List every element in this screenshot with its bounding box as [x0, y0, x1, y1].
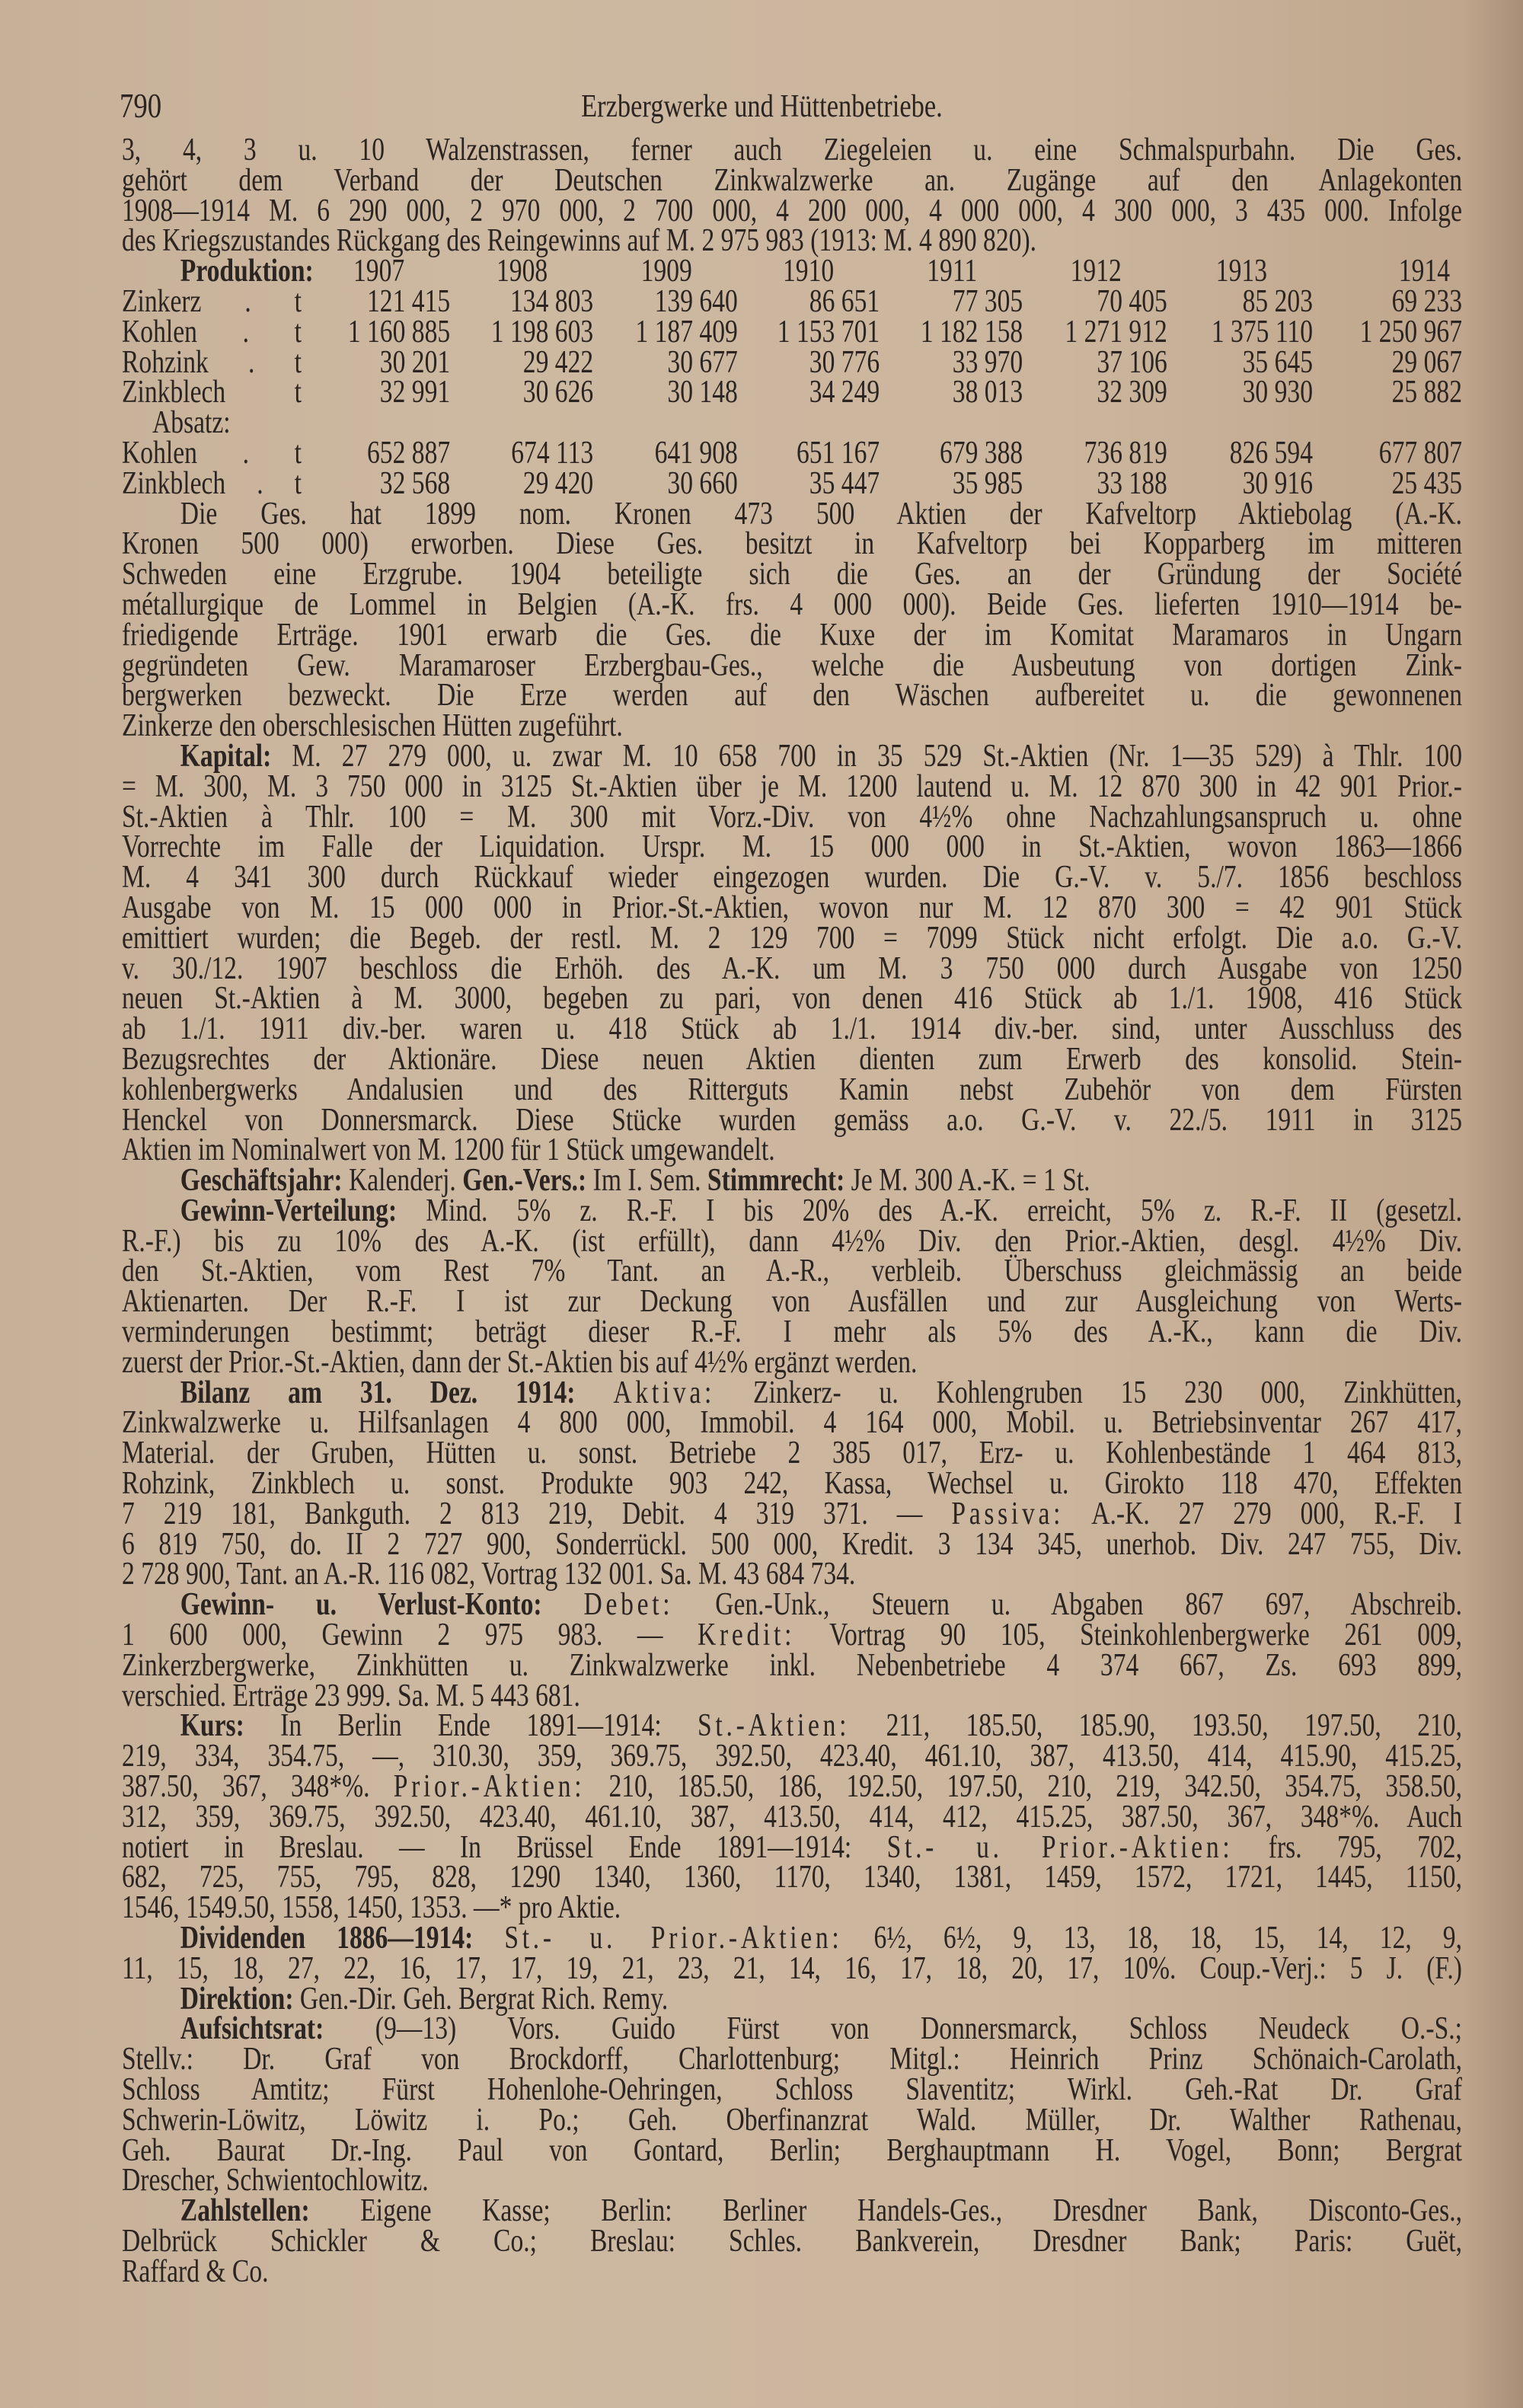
text-line — [122, 678, 1462, 714]
text-line — [122, 1041, 1462, 1077]
text-line — [122, 950, 1462, 986]
text-line — [122, 557, 1462, 592]
line-text: Die Ges. hat 1899 nom. Kronen 473 500 Aktien der Kafveltorp Aktiebolag (A.-K. — [180, 496, 1462, 532]
table-cell: 37 106 — [1097, 344, 1167, 380]
line-text: R.-F.) bis zu 10% des A.-K. (ist erfüllt), dann 4½% Div. den Prior.-Aktien, desgl. 4½% Div. — [122, 1223, 1462, 1259]
spaced-term: Aktiva: — [613, 1375, 716, 1410]
text-line — [122, 2072, 1462, 2107]
text-line — [122, 1223, 1462, 1259]
text-line — [122, 708, 1462, 744]
line-text: frs. 795, 702, — [1233, 1829, 1462, 1865]
text-line — [122, 1647, 1462, 1683]
line-text: M. 27 279 000, u. zwar M. 10 658 700 in 35 529 St.-Aktien (Nr. 1—35 529) à Thlr. 100 — [271, 738, 1462, 774]
row-label: Zinkerz . t — [122, 283, 302, 319]
line-text: 312, 359, 369.75, 392.50, 423.40, 461.10, 387, 413.50, 414, 412, 415.25, 387.50, 367, 348*%. Auch — [122, 1799, 1462, 1835]
table-cell: 35 645 — [1242, 344, 1313, 380]
table-cell: 32 309 — [1097, 375, 1167, 410]
paragraph — [122, 1921, 1463, 1986]
spaced-term: St.-Aktien: — [698, 1708, 851, 1744]
table-cell: 736 819 — [1084, 435, 1167, 471]
line-text: Material. der Gruben, Hütten u. sonst. Betriebe 2 385 017, Erz- u. Kohlenbestände 1 464 813, — [122, 1436, 1462, 1471]
line-text: kohlenbergwerks Andalusien und des Ritterguts Kamin nebst Zubehör von dem Fürsten — [122, 1071, 1462, 1107]
table-cell: 641 908 — [654, 435, 738, 471]
table-cell: 29 422 — [522, 344, 594, 380]
text-line — [122, 1678, 1462, 1713]
section-label: Gewinn- u. Verlust-Konto: — [180, 1587, 542, 1623]
line-text: gegründeten Gew. Maramaroser Erzbergbau-Ges., welche die Ausbeutung von dortigen Zink- — [122, 647, 1462, 683]
table-cell: 1 271 912 — [1065, 314, 1167, 350]
row-label: Rohzink . t — [122, 344, 302, 380]
table-cell: 30 677 — [667, 344, 738, 380]
line-text: Gen.-Unk., Steuern u. Abgaben 867 697, Abschreib. — [673, 1587, 1463, 1623]
table-cell: 1 198 603 — [490, 314, 594, 350]
table-cell: 30 660 — [667, 465, 738, 501]
line-text: Delbrück Schickler & Co.; Breslau: Schles. Bankverein, Dresdner Bank; Paris: Guët, — [122, 2223, 1462, 2259]
page-body — [122, 133, 1463, 2289]
table-cell: 139 640 — [654, 283, 738, 319]
paragraph — [122, 1163, 1462, 1199]
line-text: Vorrechte im Falle der Liquidation. Urspr. M. 15 000 000 in St.-Aktien, wovon 1863—1866 — [122, 829, 1462, 865]
table-cell: 25 882 — [1391, 375, 1462, 410]
line-text: emittiert wurden; die Begeb. der restl. M. 2 129 700 = 7099 Stück nicht erfolgt. Die a.o. G.-V. — [122, 920, 1462, 956]
row-label: Kohlen . t — [122, 435, 302, 471]
paragraph — [122, 1981, 1462, 2017]
table-cell: 677 807 — [1378, 435, 1462, 471]
line-text: 219, 334, 354.75, —, 310.30, 359, 369.75, 392.50, 423.40, 461.10, 387, 413.50, 414, 415.90, 415.25, — [122, 1739, 1462, 1774]
paragraph — [122, 1193, 1462, 1380]
text-line — [122, 526, 1462, 562]
year-header: 1907 — [353, 254, 405, 289]
text-line — [122, 1405, 1462, 1441]
table-cell: 652 887 — [367, 435, 451, 471]
spaced-term: Debet: — [583, 1587, 674, 1623]
section-label: Dividenden 1886—1914: — [180, 1921, 474, 1956]
text-line — [122, 1526, 1462, 1562]
line-text: Bezugsrechtes der Aktionäre. Diese neuen Aktien dienten zum Erwerb des konsolid. Stein- — [122, 1041, 1462, 1077]
line-text: den St.-Aktien, vom Rest 7% Tant. an A.-R., verbleib. Überschuss gleichmässig an beide — [122, 1254, 1462, 1289]
text-line — [122, 1618, 1462, 1653]
text-line — [122, 1344, 1462, 1380]
table-cell: 679 388 — [940, 435, 1023, 471]
line-text: 682, 725, 755, 795, 828, 1290 1340, 1360, 1170, 1340, 1381, 1459, 1572, 1721, 1445, 1150, — [122, 1860, 1462, 1895]
text-line — [122, 1950, 1462, 1986]
text-line — [122, 1496, 1462, 1531]
section-label: Aufsichtsrat: — [180, 2011, 324, 2047]
spaced-term: Passiva: — [951, 1496, 1065, 1531]
line-text: = M. 300, M. 3 750 000 in 3125 St.-Aktien über je M. 1200 lautend u. M. 12 870 300 in 42 901 Prior.- — [122, 768, 1462, 804]
table-row — [122, 465, 1462, 501]
line-text: Zinkwalzwerke u. Hilfsanlagen 4 800 000, Immobil. 4 164 000, Mobil. u. Betriebsinventar 267 417, — [122, 1405, 1462, 1441]
year-header: 1910 — [783, 254, 835, 289]
paragraph — [122, 2011, 1462, 2199]
line-text: gehört dem Verband der Deutschen Zinkwalzwerke an. Zugänge auf den Anlagekonten — [122, 162, 1462, 198]
line-text: 211, 185.50, 185.90, 193.50, 197.50, 210, — [850, 1708, 1462, 1744]
text-line — [122, 1071, 1462, 1107]
sales-label: Absatz: — [152, 405, 231, 441]
line-text: Schwerin-Löwitz, Löwitz i. Po.; Geh. Oberfinanzrat Wald. Müller, Dr. Walther Rathenau, — [122, 2102, 1462, 2138]
spaced-term: Kredit: — [698, 1618, 796, 1653]
text-line — [122, 162, 1462, 198]
text-line — [122, 829, 1462, 865]
section-label: Gewinn-Verteilung: — [180, 1193, 398, 1228]
year-header: 1913 — [1215, 254, 1267, 289]
line-text: Geh. Baurat Dr.-Ing. Paul von Gontard, Berlin; Berghauptmann H. Vogel, Bonn; Bergrat — [122, 2132, 1462, 2168]
line-text: des Kriegszustandes Rückgang des Reingewinns auf M. 2 975 983 (1913: M. 4 890 820). — [122, 223, 1037, 259]
line-text: ab 1./1. 1911 div.-ber. waren u. 418 Stück ab 1./1. 1914 div.-ber. sind, unter Ausschluss des — [122, 1011, 1462, 1047]
line-text: 6½, 6½, 9, 13, 18, 18, 15, 14, 12, 9, — [842, 1921, 1463, 1956]
line-text: Schloss Amtitz; Fürst Hohenlohe-Oehringen, Schloss Slaventitz; Wirkl. Geh.-Rat Dr. Graf — [122, 2072, 1462, 2107]
line-text: 11, 15, 18, 27, 22, 16, 17, 17, 19, 21, 23, 21, 14, 16, 17, 18, 20, 17, 10%. Coup.-Verj.: 5 J. (F.) — [122, 1950, 1462, 1986]
table-cell: 1 250 967 — [1359, 314, 1462, 350]
table-cell: 674 113 — [511, 435, 594, 471]
text-line — [122, 1011, 1462, 1047]
table-cell: 85 203 — [1242, 283, 1313, 319]
line-text: Aktienarten. Der R.-F. I ist zur Deckung von Ausfällen und zur Ausgleichung von Werts- — [122, 1284, 1462, 1320]
text-line — [122, 1375, 1462, 1410]
line-text: Kronen 500 000) erworben. Diese Ges. besitzt in Kafveltorp bei Kopparberg im mitteren — [122, 526, 1462, 562]
line-text: notiert in Breslau. — In Brüssel Ende 1891—1914: — [122, 1829, 887, 1865]
text-line — [122, 2253, 1462, 2289]
text-line — [122, 1254, 1462, 1289]
table-cell: 30 201 — [379, 344, 451, 380]
section-label: Kurs: — [180, 1708, 244, 1744]
section-label: Direktion: — [180, 1981, 294, 2017]
text-line — [122, 1829, 1462, 1865]
table-row — [122, 314, 1462, 350]
text-line — [122, 1314, 1462, 1350]
table-cell: 70 405 — [1097, 283, 1167, 319]
table-cell: 35 985 — [952, 465, 1023, 501]
text-line — [122, 1739, 1462, 1774]
line-text: 1 600 000, Gewinn 2 975 983. — — [122, 1618, 698, 1653]
text-line — [122, 1284, 1462, 1320]
table-cell: 1 375 110 — [1211, 314, 1313, 350]
text-line — [122, 1193, 1462, 1228]
table-cell: 32 568 — [379, 465, 451, 501]
text-line — [122, 133, 1462, 168]
text-line — [122, 1102, 1462, 1138]
table-cell: 134 803 — [510, 283, 594, 319]
table-row — [122, 375, 1462, 410]
line-text: neuen St.-Aktien à M. 3000, begeben zu pari, von denen 416 Stück ab 1./1. 1908, 416 Stück — [122, 981, 1462, 1017]
line-text: Zinkerzbergwerke, Zinkhütten u. Zinkwalzwerke inkl. Nebenbetriebe 4 374 667, Zs. 693 899, — [122, 1647, 1462, 1683]
text-line — [122, 1921, 1463, 1956]
paragraph — [122, 1375, 1462, 1592]
text-line — [122, 617, 1462, 653]
table-cell: 30 776 — [809, 344, 880, 380]
table-cell: 25 435 — [1391, 465, 1462, 501]
text-line — [122, 1981, 1462, 2017]
section-label: Zahlstellen: — [180, 2193, 310, 2229]
table-cell: 38 013 — [952, 375, 1023, 410]
year-header: 1909 — [640, 254, 692, 289]
line-text: 2 728 900, Tant. an A.-R. 116 082, Vortrag 132 001. Sa. M. 43 684 734. — [122, 1557, 856, 1592]
section-label: Stimmrecht: — [707, 1163, 845, 1199]
line-text: 1546, 1549.50, 1558, 1450, 1353. —* pro Aktie. — [122, 1890, 621, 1926]
text-line — [122, 2102, 1462, 2138]
section-label: Gen.-Vers.: — [462, 1163, 587, 1199]
section-label: Kapital: — [180, 738, 272, 774]
spaced-term: St.- u. Prior.-Aktien: — [886, 1829, 1234, 1865]
text-line — [122, 738, 1462, 774]
line-text: Je M. 300 A.-K. = 1 St. — [845, 1163, 1090, 1199]
table-cell: 34 249 — [809, 375, 880, 410]
text-line — [122, 1587, 1463, 1623]
line-text: Schweden eine Erzgrube. 1904 beteiligte sich die Ges. an der Gründung der Société — [122, 557, 1462, 592]
line-text: Im I. Sem. — [586, 1163, 707, 1199]
table-cell: 1 160 885 — [347, 314, 451, 350]
line-text: Aktien im Nominalwert von M. 1200 für 1 Stück umgewandelt. — [122, 1132, 775, 1168]
line-text: Henckel von Donnersmarck. Diese Stücke wurden gemäss a.o. G.-V. v. 22./5. 1911 in 3125 — [122, 1102, 1462, 1138]
spaced-term: St.- u. Prior.-Aktien: — [504, 1921, 843, 1956]
table-cell: 1 187 409 — [635, 314, 738, 350]
line-text: 210, 185.50, 186, 192.50, 197.50, 210, 219, 342.50, 354.75, 358.50, — [585, 1769, 1462, 1805]
paragraph — [122, 1587, 1463, 1713]
table-cell: 826 594 — [1229, 435, 1313, 471]
text-line — [122, 1557, 1462, 1592]
text-line — [122, 496, 1462, 532]
table-cell: 1 153 701 — [777, 314, 880, 350]
table-cell: 29 067 — [1391, 344, 1462, 380]
table-cell: 77 305 — [952, 283, 1023, 319]
table-cell: 651 167 — [797, 435, 880, 471]
paragraph — [122, 496, 1462, 744]
text-line — [122, 193, 1462, 228]
line-text: Zinkerz- u. Kohlengruben 15 230 000, Zinkhütten, — [715, 1375, 1462, 1410]
row-label: Zinkblech . t — [122, 465, 302, 501]
table-cell: 30 626 — [522, 375, 594, 410]
paragraph — [122, 1708, 1462, 1926]
text-line — [122, 889, 1462, 925]
text-line — [122, 586, 1462, 622]
table-cell: 86 651 — [809, 283, 880, 319]
text-line — [122, 920, 1462, 956]
text-line — [122, 1708, 1462, 1744]
table-row — [122, 344, 1462, 380]
line-text: St.-Aktien à Thlr. 100 = M. 300 mit Vorz.-Div. von 4½% ohne Nachzahlungsanspruch u. ohne — [122, 799, 1462, 835]
table-cell: 30 148 — [667, 375, 738, 410]
row-label: Zinkblech t — [122, 375, 302, 410]
table-cell: 30 916 — [1242, 465, 1313, 501]
text-line — [122, 860, 1462, 896]
year-header: 1912 — [1070, 254, 1122, 289]
sales-label-row — [122, 405, 1462, 441]
line-text: 6 819 750, do. II 2 727 900, Sonderrückl. 500 000, Kredit. 3 134 345, unerhob. Div. 247 755, Div. — [122, 1526, 1462, 1562]
table-row — [122, 435, 1462, 471]
text-line — [122, 2011, 1462, 2047]
year-header: 1914 — [1398, 254, 1450, 289]
running-title-text: Erzbergwerke und Hüttenbetriebe. — [580, 89, 943, 124]
table-cell: 121 415 — [367, 283, 451, 319]
table-cell: 33 188 — [1097, 465, 1167, 501]
line-text: friedigende Erträge. 1901 erwarb die Ges. die Kuxe der im Komitat Maramaros in Ungarn — [122, 617, 1462, 653]
line-text: Gen.-Dir. Geh. Bergrat Rich. Remy. — [293, 1981, 669, 2017]
line-text: Raffard & Co. — [122, 2253, 269, 2289]
line-text: Zinkerze den oberschlesischen Hütten zugeführt. — [122, 708, 623, 744]
line-text: bergwerken bezweckt. Die Erze werden auf den Wäschen aufbereitet u. die gewonnenen — [122, 678, 1462, 714]
text-line — [122, 1769, 1462, 1805]
text-line — [122, 1163, 1462, 1199]
section-label: Bilanz am 31. Dez. 1914: — [180, 1375, 576, 1410]
table-cell: 35 447 — [809, 465, 880, 501]
line-text: Kalenderj. — [342, 1163, 463, 1199]
line-text: v. 30./12. 1907 beschloss die Erhöh. des A.-K. um M. 3 750 000 durch Ausgabe von 1250 — [122, 950, 1462, 986]
line-text: In Berlin Ende 1891—1914: — [244, 1708, 698, 1744]
text-line — [122, 2193, 1462, 2229]
table-header-row — [122, 254, 1462, 289]
production-label: Produktion: — [180, 254, 314, 289]
text-line — [122, 1799, 1462, 1835]
line-text: Drescher, Schwientochlowitz. — [122, 2163, 429, 2199]
line-text: (9—13) Vors. Guido Fürst von Donnersmarck, Schloss Neudeck O.-S.; — [324, 2011, 1462, 2047]
line-text: 3, 4, 3 u. 10 Walzenstrassen, ferner auch Ziegeleien u. eine Schmalspurbahn. Die Ges. — [122, 133, 1462, 168]
text-line — [122, 2132, 1462, 2168]
line-text: zuerst der Prior.-St.-Aktien, dann der St.-Aktien bis auf 4½% ergänzt werden. — [122, 1344, 918, 1380]
line-text: Stellv.: Dr. Graf von Brockdorff, Charlottenburg; Mitgl.: Heinrich Prinz Schönaich-Carolath, — [122, 2042, 1462, 2077]
table-cell: 33 970 — [952, 344, 1023, 380]
table-row — [122, 283, 1462, 319]
text-line — [122, 768, 1462, 804]
text-line — [122, 1860, 1462, 1895]
table-cell: 1 182 158 — [920, 314, 1023, 350]
line-text: 7 219 181, Bankguth. 2 813 219, Debit. 4 319 371. — — [122, 1496, 952, 1531]
table-cell: 69 233 — [1391, 283, 1462, 319]
line-text: 387.50, 367, 348*%. — [122, 1769, 394, 1805]
line-text: métallurgique de Lommel in Belgien (A.-K. frs. 4 000 000). Beide Ges. lieferten 1910—1914 be- — [122, 586, 1462, 622]
paragraph — [122, 738, 1462, 1168]
line-text: 1908—1914 M. 6 290 000, 2 970 000, 2 700 000, 4 200 000, 4 000 000, 4 300 000, 3 435 000. Infolge — [122, 193, 1462, 228]
line-text: Mind. 5% z. R.-F. I bis 20% des A.-K. erreicht, 5% z. R.-F. II (gesetzl. — [397, 1193, 1462, 1228]
page-number: 790 — [120, 86, 162, 125]
spaced-term: Prior.-Aktien: — [393, 1769, 586, 1805]
line-text: Vortrag 90 105, Steinkohlenbergwerke 261 009, — [795, 1618, 1462, 1653]
year-header: 1911 — [927, 254, 978, 289]
table-cell: 32 991 — [379, 375, 451, 410]
paragraph — [122, 2193, 1462, 2289]
table-cell: 29 420 — [522, 465, 594, 501]
text-line — [122, 981, 1462, 1017]
text-line — [122, 2163, 1462, 2199]
line-text: Eigene Kasse; Berlin: Berliner Handels-Ges., Dresdner Bank, Disconto-Ges., — [309, 2193, 1462, 2229]
running-title — [0, 88, 1523, 125]
text-line — [122, 1132, 1462, 1168]
line-text: Rohzink, Zinkblech u. sonst. Produkte 903 242, Kassa, Wechsel u. Girokto 118 470, Effekten — [122, 1466, 1462, 1502]
text-line — [122, 799, 1462, 835]
text-line — [122, 2223, 1462, 2259]
line-text: M. 4 341 300 durch Rückkauf wieder eingezogen wurden. Die G.-V. v. 5./7. 1856 beschloss — [122, 860, 1462, 896]
text-line — [122, 1890, 1462, 1926]
year-header: 1908 — [496, 254, 548, 289]
row-label: Kohlen . t — [122, 314, 302, 350]
text-line — [122, 1466, 1462, 1502]
text-line — [122, 647, 1462, 683]
line-text: Ausgabe von M. 15 000 000 in Prior.-St.-Aktien, wovon nur M. 12 870 300 = 42 901 Stück — [122, 889, 1462, 925]
text-line — [122, 1436, 1462, 1471]
paragraph — [122, 133, 1462, 259]
table-cell: 30 930 — [1242, 375, 1313, 410]
text-line — [122, 2042, 1462, 2077]
text-line — [122, 223, 1462, 259]
line-text: A.-K. 27 279 000, R.-F. I — [1064, 1496, 1462, 1531]
line-text: verminderungen bestimmt; beträgt dieser R.-F. I mehr als 5% des A.-K., kann die Div. — [122, 1314, 1462, 1350]
section-label: Geschäftsjahr: — [180, 1163, 343, 1199]
line-text: verschied. Erträge 23 999. Sa. M. 5 443 681. — [122, 1678, 580, 1713]
